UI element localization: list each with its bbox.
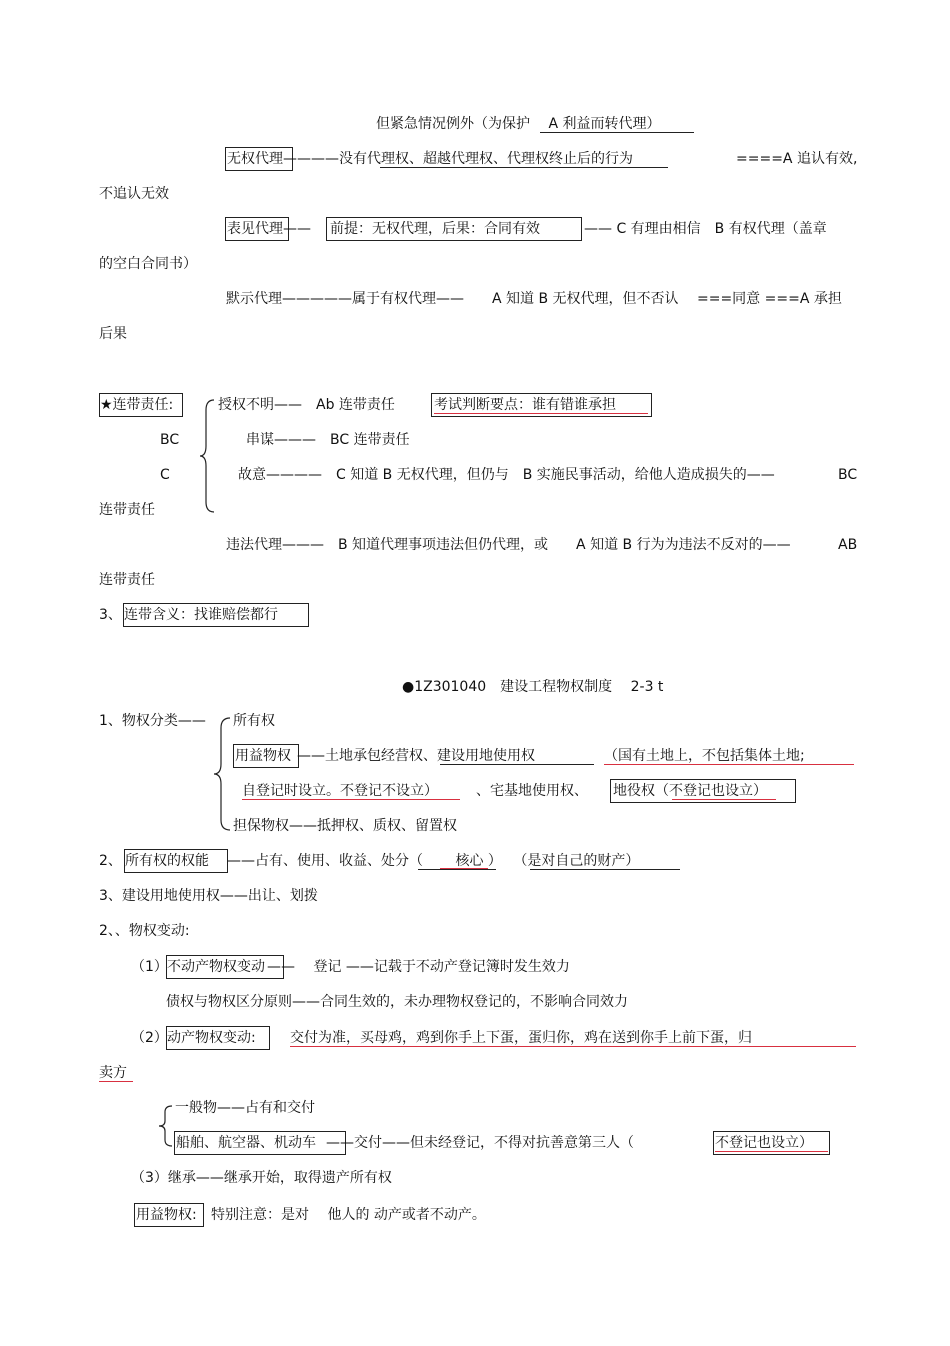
text-line: 一般物——占有和交付 xyxy=(175,1100,315,1116)
underline xyxy=(540,132,694,133)
text-line: 3、建设用地使用权——出让、划拨 xyxy=(99,888,318,904)
text-line: 自登记时设立。不登记不设立） xyxy=(242,783,438,799)
text-line: ——土地承包经营权、建设用地使用权 xyxy=(297,748,535,764)
red-underline xyxy=(604,764,854,765)
text-line: 考试判断要点：谁有错谁承担 xyxy=(434,397,616,413)
text-line: ====A 追认有效, xyxy=(736,151,858,167)
underline xyxy=(530,869,680,870)
text-line: 所有权的权能 xyxy=(125,853,209,869)
underline xyxy=(418,869,496,870)
text-line: （2） xyxy=(131,1030,168,1046)
text-line: 后果 xyxy=(99,326,127,342)
red-underline xyxy=(434,413,648,414)
text-line: 不登记也设立） xyxy=(715,1135,813,1151)
text-line: 授权不明—— Ab 连带责任 xyxy=(218,397,395,413)
text-line: C xyxy=(160,467,170,483)
underline xyxy=(380,167,668,168)
text-line: 的空白合同书） xyxy=(99,256,197,272)
red-underline xyxy=(672,799,776,800)
text-line: 不追认无效 xyxy=(99,186,169,202)
text-line: 1、物权分类—— xyxy=(99,713,206,729)
text-line: ——交付——但未经登记，不得对抗善意第三人（ xyxy=(326,1135,634,1151)
text-line: 默示代理—————属于有权代理—— A 知道 B 无权代理，但不否认 ===同意 ===A 承担 xyxy=(226,291,842,307)
curly-brace-icon xyxy=(198,398,218,514)
text-line: 2、 xyxy=(99,853,122,869)
red-underline xyxy=(440,868,488,869)
text-line: 用益物权 xyxy=(235,748,291,764)
red-underline xyxy=(242,799,460,800)
text-line: 担保物权——抵押权、质权、留置权 xyxy=(233,818,457,834)
text-line: 前提：无权代理，后果：合同有效 xyxy=(330,221,540,237)
text-line: 用益物权: xyxy=(136,1207,197,1223)
text-line: （国有土地上，不包括集体土地; xyxy=(604,748,805,764)
text-line: BC xyxy=(160,432,180,448)
text-line: 不动产物权变动 xyxy=(167,959,265,975)
text-line: 卖方 xyxy=(99,1065,127,1081)
text-line: 2、、物权变动: xyxy=(99,923,190,939)
text-line: 但紧急情况例外（为保护 A 利益而转代理） xyxy=(376,116,661,132)
text-line: 债权与物权区分原则——合同生效的，未办理物权登记的，不影响合同效力 xyxy=(166,994,628,1010)
text-line: 动产物权变动: xyxy=(167,1030,256,1046)
red-underline xyxy=(715,1151,828,1152)
text-line: —— 登记 ——记载于不动产登记簿时发生效力 xyxy=(267,959,570,975)
text-line: （1） xyxy=(131,959,168,975)
text-line: ★连带责任: xyxy=(100,397,174,413)
text-line: 船舶、航空器、机动车 xyxy=(176,1135,316,1151)
red-underline xyxy=(99,1081,133,1082)
curly-brace-icon xyxy=(156,1104,174,1148)
text-line: BC xyxy=(838,467,858,483)
text-line: 连带责任 xyxy=(99,502,155,518)
text-line: AB xyxy=(838,537,858,553)
text-line: 违法代理——— B 知道代理事项违法但仍代理，或 A 知道 B 行为为违法不反对的—— xyxy=(226,537,791,553)
text-line: ——占有、使用、收益、处分（ 核心 ） （是对自己的财产） xyxy=(227,853,640,869)
section-heading: ●1Z301040 建设工程物权制度 2-3 t xyxy=(402,679,664,695)
text-line: （3）继承——继承开始，取得遗产所有权 xyxy=(131,1170,392,1186)
text-line: 所有权 xyxy=(233,713,275,729)
text-line: 故意———— C 知道 B 无权代理，但仍与 B 实施民事活动，给他人造成损失的—— xyxy=(238,467,775,483)
underline xyxy=(440,764,594,765)
text-line: 连带责任 xyxy=(99,572,155,588)
text-line: 、宅基地使用权、 xyxy=(476,783,588,799)
text-line: 连带含义：找谁赔偿都行 xyxy=(124,607,278,623)
text-line: 特别注意：是对 他人的 动产或者不动产。 xyxy=(211,1207,486,1223)
text-line: 无权代理————没有代理权、超越代理权、代理权终止后的行为 xyxy=(227,151,633,167)
text-line: 表见代理—— xyxy=(227,221,311,237)
curly-brace-icon xyxy=(212,716,232,832)
text-line: 3、 xyxy=(99,607,122,623)
red-underline xyxy=(290,1046,856,1047)
text-line: 地役权（不登记也设立） xyxy=(613,783,767,799)
text-line: 交付为准，买母鸡，鸡到你手上下蛋，蛋归你，鸡在送到你手上前下蛋，归 xyxy=(290,1030,752,1046)
text-line: —— C 有理由相信 B 有权代理（盖章 xyxy=(584,221,827,237)
text-line: 串谋——— BC 连带责任 xyxy=(246,432,410,448)
